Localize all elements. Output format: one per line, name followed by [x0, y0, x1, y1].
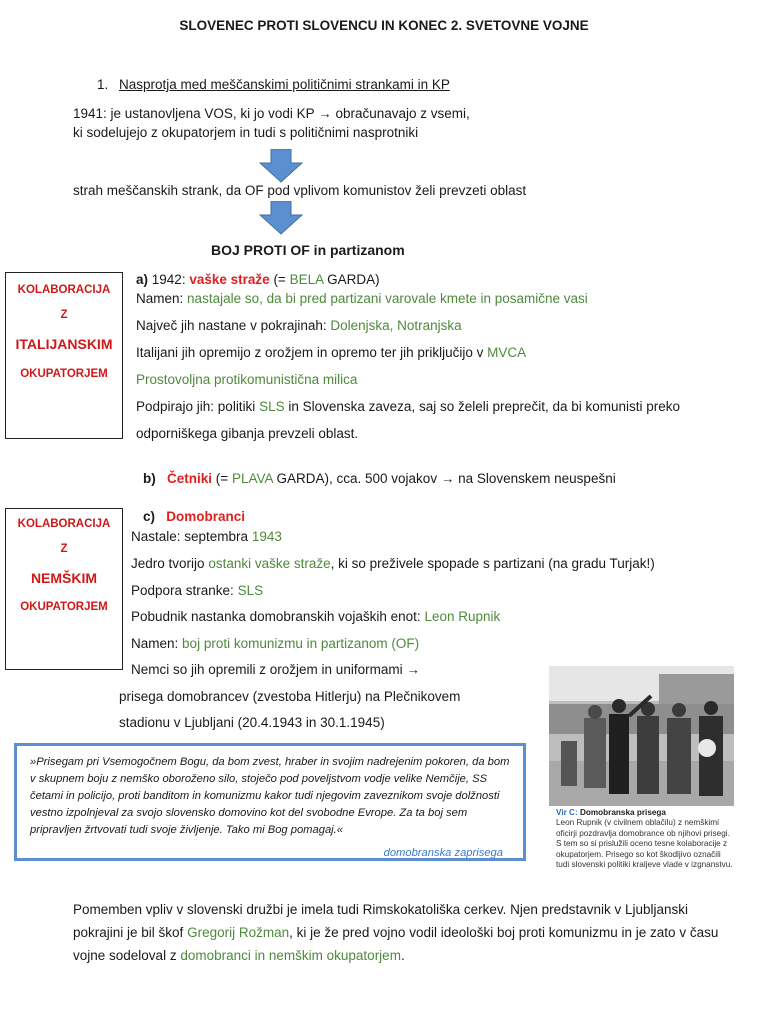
oath-quote-source: domobranska zaprisega	[383, 847, 503, 859]
item-a-milica: Prostovoljna protikomunistična milica	[136, 372, 358, 387]
box-german-collaboration: KOLABORACIJA Z NEMŠKIM OKUPATORJEM	[5, 508, 123, 670]
right-arrow-icon: →	[318, 106, 332, 121]
down-arrow-icon	[259, 201, 303, 235]
down-arrow-icon	[259, 149, 303, 183]
page-title: SLOVENEC PROTI SLOVENCU IN KONEC 2. SVETOVNE VOJNE	[179, 18, 589, 33]
boj-heading: BOJ PROTI OF in partizanom	[211, 242, 405, 258]
item-a-italijani: Italijani jih opremijo z orožjem in opremo ter jih priključijo v MVCA	[136, 345, 527, 360]
box-italian-collaboration: KOLABORACIJA Z ITALIJANSKIM OKUPATORJEM	[5, 272, 123, 439]
oath-photo	[549, 666, 734, 806]
intro-line-1: 1941: je ustanovljena VOS, ki jo vodi KP → obračunavajo z vsemi,	[73, 106, 470, 121]
oath-quote-box	[14, 743, 526, 861]
intro-line-2: ki sodelujejo z okupatorjem in tudi s političnimi nasprotniki	[73, 125, 419, 140]
item-c-line: c) Domobranci	[143, 509, 246, 524]
item-b-line: b) Četniki (= PLAVA GARDA), cca. 500 vojakov → na Slovenskem neuspešni	[143, 471, 616, 486]
item-c-nastale: Nastale: septembra 1943	[131, 529, 282, 544]
item-c-namen: Namen: boj proti komunizmu in partizanom (OF)	[131, 636, 420, 651]
right-arrow-icon: →	[440, 471, 455, 486]
section-heading: Nasprotja med meščanskimi političnimi strankami in KP	[119, 77, 450, 92]
item-a-namen: Namen: nastajale so, da bi pred partizani varovale kmete in posamične vasi	[136, 291, 588, 306]
item-c-pobudnik: Pobudnik nastanka domobranskih vojaških enot: Leon Rupnik	[131, 609, 501, 624]
item-c-podpora: Podpora stranke: SLS	[131, 583, 264, 598]
intro-line-3: strah meščanskih strank, da OF pod vplivom komunistov želi prevzeti oblast	[73, 183, 527, 198]
oath-quote-text: »Prisegam pri Vsemogočnem Bogu, da bom zvest, hraber in svojim nadrejenim pokoren, da bom v skupnem boju z nemško oboroženo silo, stoječo pod poveljstvom vodje velike Nemčije, SS četami in policijo, proti banditom in komunizmu kakor tudi njegovim zaveznikom svoje dolžnosti vestno izpolnjeval za svojo slovensko domovino kot del svobodne Evrope. Za ta boj sem pripravljen žrtvovati tudi svoje življenje. Tako mi Bog pomagaj.«	[30, 756, 510, 836]
right-arrow-icon: →	[406, 662, 420, 677]
closing-paragraph: Pomemben vpliv v slovenski družbi je imela tudi Rimskokatoliška cerkev. Njen predstavnik v Ljubljanski pokrajini je bil škof Gregorij Rožman, ki je že pred vojno vodil ideološki boj proti komunizmu in je zato v času vojne sodeloval z domobranci in nemškim okupatorjem.	[73, 902, 719, 963]
photo-caption: Vir C: Domobranska prisega Leon Rupnik (v civilnem oblačilu) z nemškimi oficirji pozdravlja domobrance ob njihovi prisegi. S tem so si prislužili oceno tesne kolaboracije z okupatorjem. Prisego so kot škodljivo označili tudi slovenski politiki kraljeve vlade v izgnanstvu.	[556, 808, 733, 870]
item-c-prisega-2: stadionu v Ljubljani (20.4.1943 in 30.1.1945)	[119, 715, 385, 730]
item-a-podpirajo-cont: odporniškega gibanja prevzeli oblast.	[136, 426, 359, 441]
item-a-najvec: Največ jih nastane v pokrajinah: Dolenjska, Notranjska	[136, 318, 462, 333]
item-c-prisega-1: prisega domobrancev (zvestoba Hitlerju) na Plečnikovem	[119, 689, 461, 704]
item-c-jedro: Jedro tvorijo ostanki vaške straže, ki so preživele spopade s partizani (na gradu Turjak!)	[131, 556, 655, 571]
item-c-nemci: Nemci so jih opremili z orožjem in uniformami →	[131, 662, 420, 677]
section-number: 1.	[97, 77, 109, 92]
item-a-podpirajo: Podpirajo jih: politiki SLS in Slovenska zaveza, saj so želeli preprečit, da bi komunisti preko	[136, 399, 681, 414]
photo-image	[549, 666, 734, 806]
item-a-line: a) 1942: vaške straže (= BELA GARDA)	[136, 272, 380, 287]
